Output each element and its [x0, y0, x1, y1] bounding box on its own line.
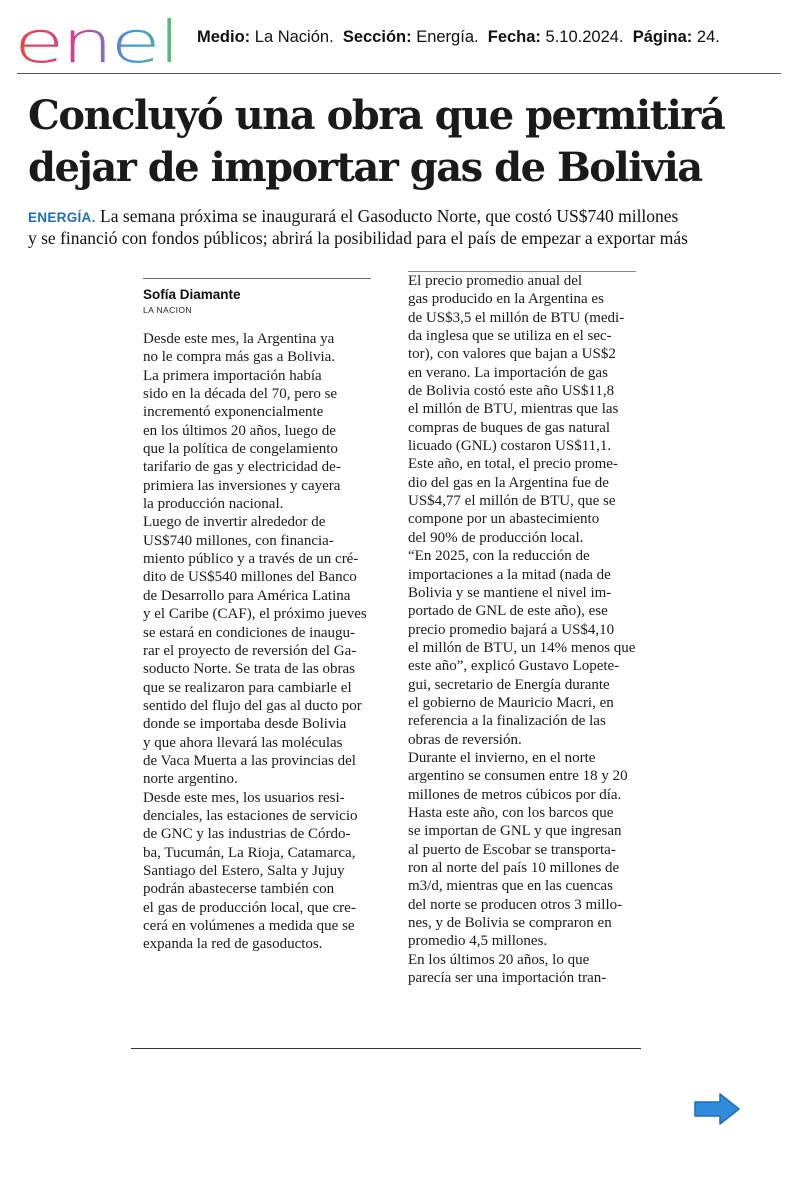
body-text-line: compras de buques de gas natural	[408, 419, 611, 436]
body-text-line: Durante el invierno, en el norte	[408, 749, 596, 766]
body-text-line: no le compra más gas a Bolivia.	[143, 349, 336, 366]
body-text-line: y que ahora llevará las moléculas	[143, 734, 343, 751]
logo-text: enel	[14, 10, 178, 68]
body-text-line: En los últimos 20 años, lo que	[408, 951, 590, 968]
body-text-line: US$4,77 el millón de BTU, que se	[408, 493, 616, 510]
body-text-line: este año”, explicó Gustavo Lopete-	[408, 658, 620, 675]
deck-line: y se financió con fondos públicos; abrirá la posibilidad para el país de empezar a exportar más	[28, 228, 688, 248]
clipping-metadata	[197, 28, 720, 47]
body-text-line: referencia a la finalización de las	[408, 713, 606, 730]
body-text-line: tor), con valores que bajan a US$2	[408, 346, 616, 363]
body-text-line: el millón de BTU, un 14% menos que	[408, 639, 636, 656]
body-text-line: que la política de congelamiento	[143, 441, 338, 458]
article-headline	[28, 90, 778, 194]
author-name: Sofía Diamante	[143, 287, 241, 302]
body-text-line: en verano. La importación de gas	[408, 364, 608, 381]
fecha-label: Fecha:	[487, 28, 541, 46]
body-text-line: Desde este mes, la Argentina ya	[143, 331, 335, 347]
body-text-line: se importan de GNL y que ingresan	[408, 823, 622, 840]
body-text-line: Este año, en total, el precio prome-	[408, 456, 618, 473]
medio-value: La Nación.	[254, 28, 334, 46]
deck-text: La semana próxima se inaugurará el Gasoducto Norte, que costó US$740 millones	[100, 206, 679, 226]
body-text-line: dio del gas en la Argentina fue de	[408, 474, 609, 491]
arrow-right-icon[interactable]	[692, 1091, 742, 1127]
body-text-line: la producción nacional.	[143, 496, 284, 513]
body-text-line: que se realizaron para cambiarle el	[143, 679, 352, 696]
headline-line: dejar de importar gas de Bolivia	[28, 144, 702, 191]
section-kicker: ENERGÍA.	[28, 210, 96, 225]
author-outlet: LA NACION	[143, 305, 192, 315]
body-text-line: al puerto de Escobar se transporta-	[408, 841, 616, 858]
pagina-label: Página:	[632, 28, 693, 46]
body-text-line: norte argentino.	[143, 771, 238, 788]
body-text-line: nes, y de Bolivia se compraron en	[408, 915, 612, 932]
body-text-line: m3/d, mientras que en las cuencas	[408, 878, 613, 895]
body-text-line: parecía ser una importación tran-	[408, 970, 607, 987]
body-text-line: compone por un abastecimiento	[408, 511, 600, 528]
column-rule	[143, 278, 371, 279]
body-text-line: licuado (GNL) costaron US$11,1.	[408, 438, 612, 455]
body-text-line: de Bolivia costó este año US$11,8	[408, 383, 615, 400]
body-text-line: ba, Tucumán, La Rioja, Catamarca,	[143, 844, 356, 861]
body-text-line: dito de US$540 millones del Banco	[143, 569, 357, 586]
body-text-line: y el Caribe (CAF), el próximo jueves	[143, 606, 367, 623]
body-text-line: argentino se consumen entre 18 y 20	[408, 768, 628, 785]
body-text-line: Santiago del Estero, Salta y Jujuy	[143, 862, 345, 879]
medio-label: Medio:	[197, 28, 251, 46]
header-divider	[17, 73, 781, 74]
body-text-line: cerá en volúmenes a medida que se	[143, 918, 355, 934]
body-text-line: El precio promedio anual del	[408, 273, 583, 289]
footer-divider	[131, 1048, 641, 1049]
body-text-line: incrementó exponencialmente	[143, 404, 324, 421]
body-text-line: de GNC y las industrias de Córdo-	[143, 826, 351, 843]
body-text-line: denciales, las estaciones de servicio	[143, 807, 358, 824]
body-text-line: promedio 4,5 millones.	[408, 933, 548, 950]
body-text-line: da inglesa que se utiliza en el sec-	[408, 328, 612, 345]
seccion-value: Energía.	[416, 28, 479, 46]
body-text-line: primiera las inversiones y cayera	[143, 477, 341, 494]
body-text-line: gas producido en la Argentina es	[408, 291, 604, 308]
body-text-line: de Vaca Muerta a las provincias del	[143, 752, 356, 769]
enel-logo	[14, 10, 180, 68]
body-text-line: La primera importación había	[143, 367, 322, 384]
body-text-line: rar el proyecto de reversión del Ga-	[143, 642, 357, 659]
body-text-line: de US$3,5 el millón de BTU (medi-	[408, 309, 625, 326]
body-text-line: precio promedio bajará a US$4,10	[408, 621, 615, 638]
body-text-line: miento público y a través de un cré-	[143, 551, 359, 568]
article-deck	[28, 206, 788, 249]
body-text-line: portado de GNL de este año), ese	[408, 603, 608, 620]
body-text-line: Desde este mes, los usuarios resi-	[143, 789, 345, 806]
body-text-line: el gobierno de Mauricio Macri, en	[408, 694, 614, 711]
seccion-label: Sección:	[342, 28, 412, 46]
body-text-line: sido en la década del 70, pero se	[143, 386, 338, 403]
body-text-line: obras de reversión.	[408, 731, 522, 748]
body-text-line: importaciones a la mitad (nada de	[408, 566, 611, 583]
body-text-line: gui, secretario de Energía durante	[408, 676, 610, 693]
body-text-line: podrán abastecerse también con	[143, 881, 335, 898]
body-text-line: se estará en condiciones de inaugu-	[143, 624, 355, 641]
body-text-line: millones de metros cúbicos por día.	[408, 786, 622, 803]
body-text-line: donde se importaba desde Bolivia	[143, 716, 347, 733]
body-column-2	[408, 272, 640, 987]
body-text-line: en los últimos 20 años, luego de	[143, 422, 336, 439]
body-column-1	[143, 330, 372, 954]
body-text-line: ron al norte del país 10 millones de	[408, 860, 620, 876]
body-text-line: Luego de invertir alrededor de	[143, 514, 326, 531]
body-text-line: el millón de BTU, mientras que las	[408, 401, 619, 418]
body-text-line: Bolivia y se mantiene el nivel im-	[408, 584, 612, 601]
pagina-value: 24.	[696, 28, 720, 46]
body-text-line: tarifario de gas y electricidad de-	[143, 459, 341, 476]
body-text-line: el gas de producción local, que cre-	[143, 899, 356, 916]
headline-line: Concluyó una obra que permitirá	[28, 92, 725, 139]
body-text-line: expanda la red de gasoductos.	[143, 936, 323, 953]
body-text-line: Hasta este año, con los barcos que	[408, 804, 614, 821]
deck-line	[28, 206, 788, 228]
body-text-line: de Desarrollo para América Latina	[143, 587, 351, 604]
body-text-line: “En 2025, con la reducción de	[408, 548, 590, 565]
body-text-line: del 90% de producción local.	[408, 529, 584, 546]
body-text-line: del norte se producen otros 3 millo-	[408, 896, 623, 913]
fecha-value: 5.10.2024.	[545, 28, 624, 46]
body-text-line: sentido del flujo del gas al ducto por	[143, 697, 362, 714]
body-text-line: soducto Norte. Se trata de las obras	[143, 661, 356, 678]
body-text-line: US$740 millones, con financia-	[143, 532, 334, 549]
